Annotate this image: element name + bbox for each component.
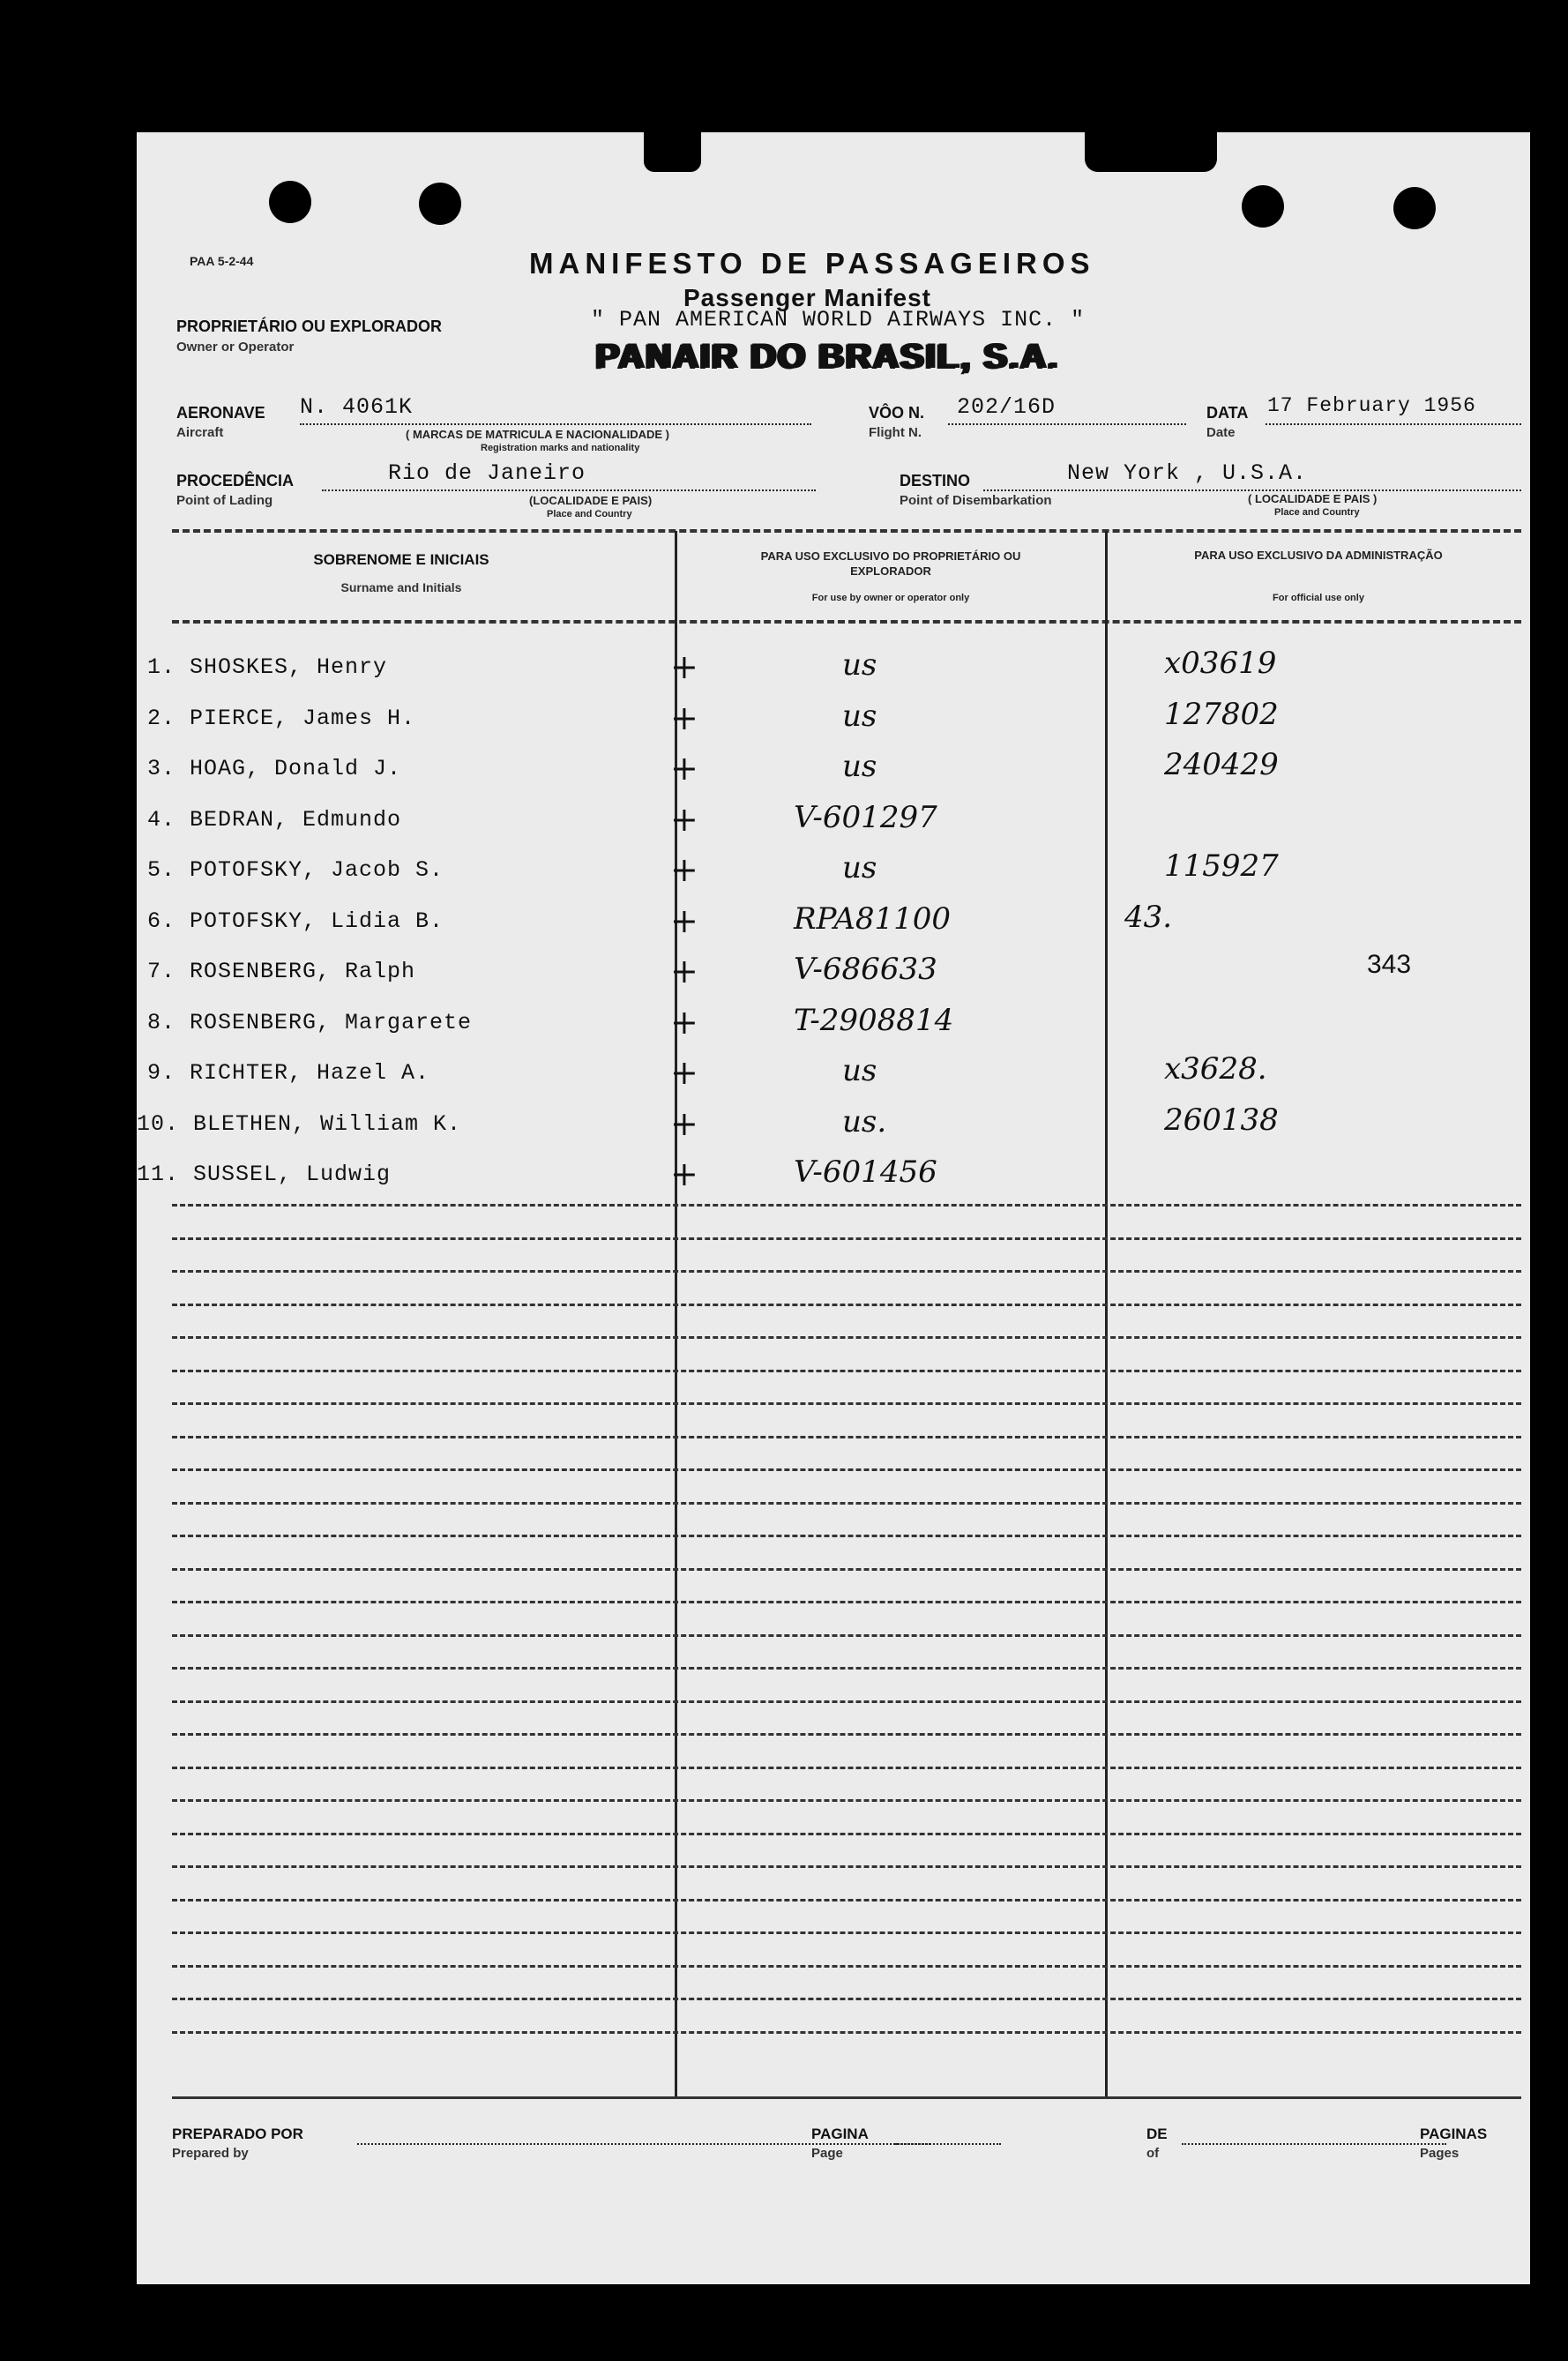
- page-label-en: Page: [811, 2146, 843, 2161]
- flight-label-en: Flight N.: [869, 425, 922, 440]
- total-pages-line: [1182, 2143, 1446, 2145]
- check-mark: +: [670, 850, 698, 889]
- check-mark: +: [670, 799, 698, 839]
- binding-notch: [1085, 132, 1217, 172]
- passenger-name: 8. ROSENBERG, Margarete: [147, 1009, 473, 1035]
- blank-row-line: [172, 1767, 1521, 1769]
- of-label-en: of: [1146, 2146, 1160, 2161]
- table-top-rule: [172, 529, 1521, 533]
- operator-entry: us: [842, 850, 877, 885]
- destination-note-pt: ( LOCALIDADE E PAIS ): [1248, 492, 1378, 505]
- blank-row-line: [172, 1634, 1521, 1637]
- blank-row-line: [172, 1998, 1521, 2000]
- pages-label-en: Pages: [1420, 2146, 1460, 2161]
- operator-entry: T-2908814: [794, 1002, 954, 1038]
- of-label-pt: DE: [1146, 2126, 1168, 2142]
- official-entry: 43.: [1124, 899, 1173, 935]
- origin-note-en: Place and Country: [547, 509, 632, 519]
- manifest-sheet: [137, 132, 1530, 2284]
- operator-entry: us: [842, 647, 877, 683]
- page-line: [895, 2143, 1001, 2145]
- punch-hole: [269, 181, 311, 223]
- blank-row-line: [172, 1436, 1521, 1438]
- binding-notch: [644, 132, 701, 172]
- check-mark: +: [670, 647, 698, 686]
- column-header-name-en: Surname and Initials: [340, 580, 462, 594]
- blank-row-line: [172, 1601, 1521, 1603]
- blank-row-line: [172, 1535, 1521, 1537]
- origin-value: Rio de Janeiro: [388, 460, 586, 486]
- operator-entry: us: [842, 698, 877, 734]
- operator-entry: us: [842, 749, 877, 784]
- page-label-pt: PAGINA: [811, 2126, 869, 2142]
- flight-label-pt: VÔO N.: [869, 404, 925, 422]
- aircraft-note-pt: ( MARCAS DE MATRICULA E NACIONALIDADE ): [406, 428, 669, 441]
- punch-hole: [419, 183, 461, 225]
- passenger-name: 3. HOAG, Donald J.: [147, 756, 402, 781]
- destination-note-en: Place and Country: [1274, 507, 1360, 518]
- punch-hole: [1393, 187, 1436, 229]
- passenger-name: 9. RICHTER, Hazel A.: [147, 1060, 430, 1086]
- operator-entry: us.: [842, 1103, 887, 1139]
- flight-line: [948, 423, 1186, 425]
- date-value: 17 February 1956: [1267, 394, 1476, 417]
- blank-row-line: [172, 1667, 1521, 1670]
- operator-entry: V-686633: [794, 952, 937, 987]
- aircraft-label-pt: AERONAVE: [176, 404, 265, 422]
- date-line: [1266, 423, 1521, 425]
- prepared-label-pt: PREPARADO POR: [172, 2126, 303, 2142]
- blank-row-line: [172, 1370, 1521, 1372]
- column-header-official-pt: PARA USO EXCLUSIVO DA ADMINISTRAÇÃO: [1194, 549, 1443, 562]
- blank-row-line: [172, 1799, 1521, 1802]
- blank-row-line: [172, 1931, 1521, 1934]
- check-mark: +: [670, 1154, 698, 1193]
- blank-row-line: [172, 1204, 1521, 1207]
- official-entry: x03619: [1164, 646, 1277, 681]
- origin-note-pt: (LOCALIDADE E PAIS): [529, 494, 653, 507]
- owner-label-en: Owner or Operator: [176, 340, 295, 355]
- aircraft-note-en: Registration marks and nationality: [481, 443, 640, 453]
- punch-hole: [1242, 185, 1284, 228]
- blank-row-line: [172, 1502, 1521, 1505]
- blank-row-line: [172, 1270, 1521, 1273]
- official-entry: 115927: [1164, 848, 1279, 884]
- struck-operator-stamp: PANAIR DO BRASIL, S.A.: [595, 337, 1059, 376]
- table-bottom-rule: [172, 2096, 1521, 2099]
- origin-label-pt: PROCEDÊNCIA: [176, 472, 295, 489]
- aircraft-label-en: Aircraft: [176, 425, 224, 440]
- official-entry: 343: [1367, 950, 1412, 979]
- owner-label-pt: PROPRIETÁRIO OU EXPLORADOR: [176, 318, 443, 335]
- destination-label-pt: DESTINO: [900, 472, 971, 489]
- prepared-label-en: Prepared by: [172, 2146, 249, 2161]
- column-header-operator-pt: PARA USO EXCLUSIVO DO PROPRIETÁRIO OU EXPLORADOR: [760, 549, 1021, 578]
- check-mark: +: [670, 900, 698, 940]
- blank-row-line: [172, 1468, 1521, 1471]
- blank-row-line: [172, 1700, 1521, 1703]
- prepared-line: [357, 2143, 930, 2145]
- official-entry: x3628.: [1164, 1051, 1267, 1087]
- blank-row-line: [172, 2031, 1521, 2034]
- official-entry: 127802: [1164, 696, 1279, 732]
- blank-row-line: [172, 1833, 1521, 1835]
- blank-row-line: [172, 1733, 1521, 1736]
- operator-entry: V-601297: [794, 799, 937, 835]
- column-header-official-en: For official use only: [1273, 593, 1364, 603]
- pages-label-pt: PAGINAS: [1420, 2126, 1488, 2142]
- blank-row-line: [172, 1402, 1521, 1405]
- title-portuguese: MANIFESTO DE PASSAGEIROS: [529, 247, 1095, 280]
- blank-row-line: [172, 1568, 1521, 1571]
- destination-value: New York , U.S.A.: [1067, 460, 1308, 486]
- blank-row-line: [172, 1237, 1521, 1240]
- passenger-name: 6. POTOFSKY, Lidia B.: [147, 908, 444, 934]
- passenger-name: 5. POTOFSKY, Jacob S.: [147, 857, 444, 883]
- origin-line: [322, 489, 816, 491]
- title-english: Passenger Manifest: [683, 284, 931, 311]
- column-header-operator-en: For use by owner or operator only: [811, 593, 970, 603]
- operator-entry: RPA81100: [794, 900, 952, 937]
- operator-entry: us: [842, 1053, 877, 1088]
- destination-line: [983, 489, 1521, 491]
- column-header-name-pt: SOBRENOME E INICIAIS: [313, 551, 489, 568]
- table-header-rule: [172, 620, 1521, 624]
- check-mark: +: [670, 1103, 698, 1143]
- blank-row-line: [172, 1965, 1521, 1968]
- passenger-name: 4. BEDRAN, Edmundo: [147, 806, 402, 833]
- passenger-name: 11. SUSSEL, Ludwig: [137, 1162, 392, 1187]
- official-entry: 260138: [1164, 1102, 1279, 1138]
- origin-label-en: Point of Lading: [176, 493, 273, 508]
- passenger-name: 7. ROSENBERG, Ralph: [147, 959, 416, 984]
- check-mark: +: [670, 952, 698, 990]
- operator-entry: V-601456: [794, 1154, 937, 1190]
- form-code: PAA 5-2-44: [190, 254, 254, 268]
- date-label-pt: DATA: [1206, 404, 1249, 422]
- passenger-name: 2. PIERCE, James H.: [147, 705, 416, 731]
- date-label-en: Date: [1206, 425, 1236, 440]
- check-mark: +: [670, 1053, 698, 1092]
- flight-value: 202/16D: [957, 394, 1057, 420]
- passenger-name: 1. SHOSKES, Henry: [147, 654, 388, 680]
- blank-row-line: [172, 1304, 1521, 1306]
- check-mark: +: [670, 749, 698, 788]
- check-mark: +: [670, 698, 698, 737]
- official-entry: 240429: [1164, 747, 1279, 782]
- column-divider: [1105, 531, 1108, 2096]
- aircraft-line: [300, 423, 811, 425]
- passenger-name: 10. BLETHEN, William K.: [137, 1110, 462, 1137]
- blank-row-line: [172, 1865, 1521, 1868]
- destination-label-en: Point of Disembarkation: [900, 493, 1052, 508]
- check-mark: +: [670, 1002, 698, 1042]
- blank-row-line: [172, 1899, 1521, 1902]
- aircraft-value: N. 4061K: [300, 394, 414, 420]
- blank-row-line: [172, 1336, 1521, 1339]
- owner-value: " PAN AMERICAN WORLD AIRWAYS INC. ": [591, 307, 1086, 332]
